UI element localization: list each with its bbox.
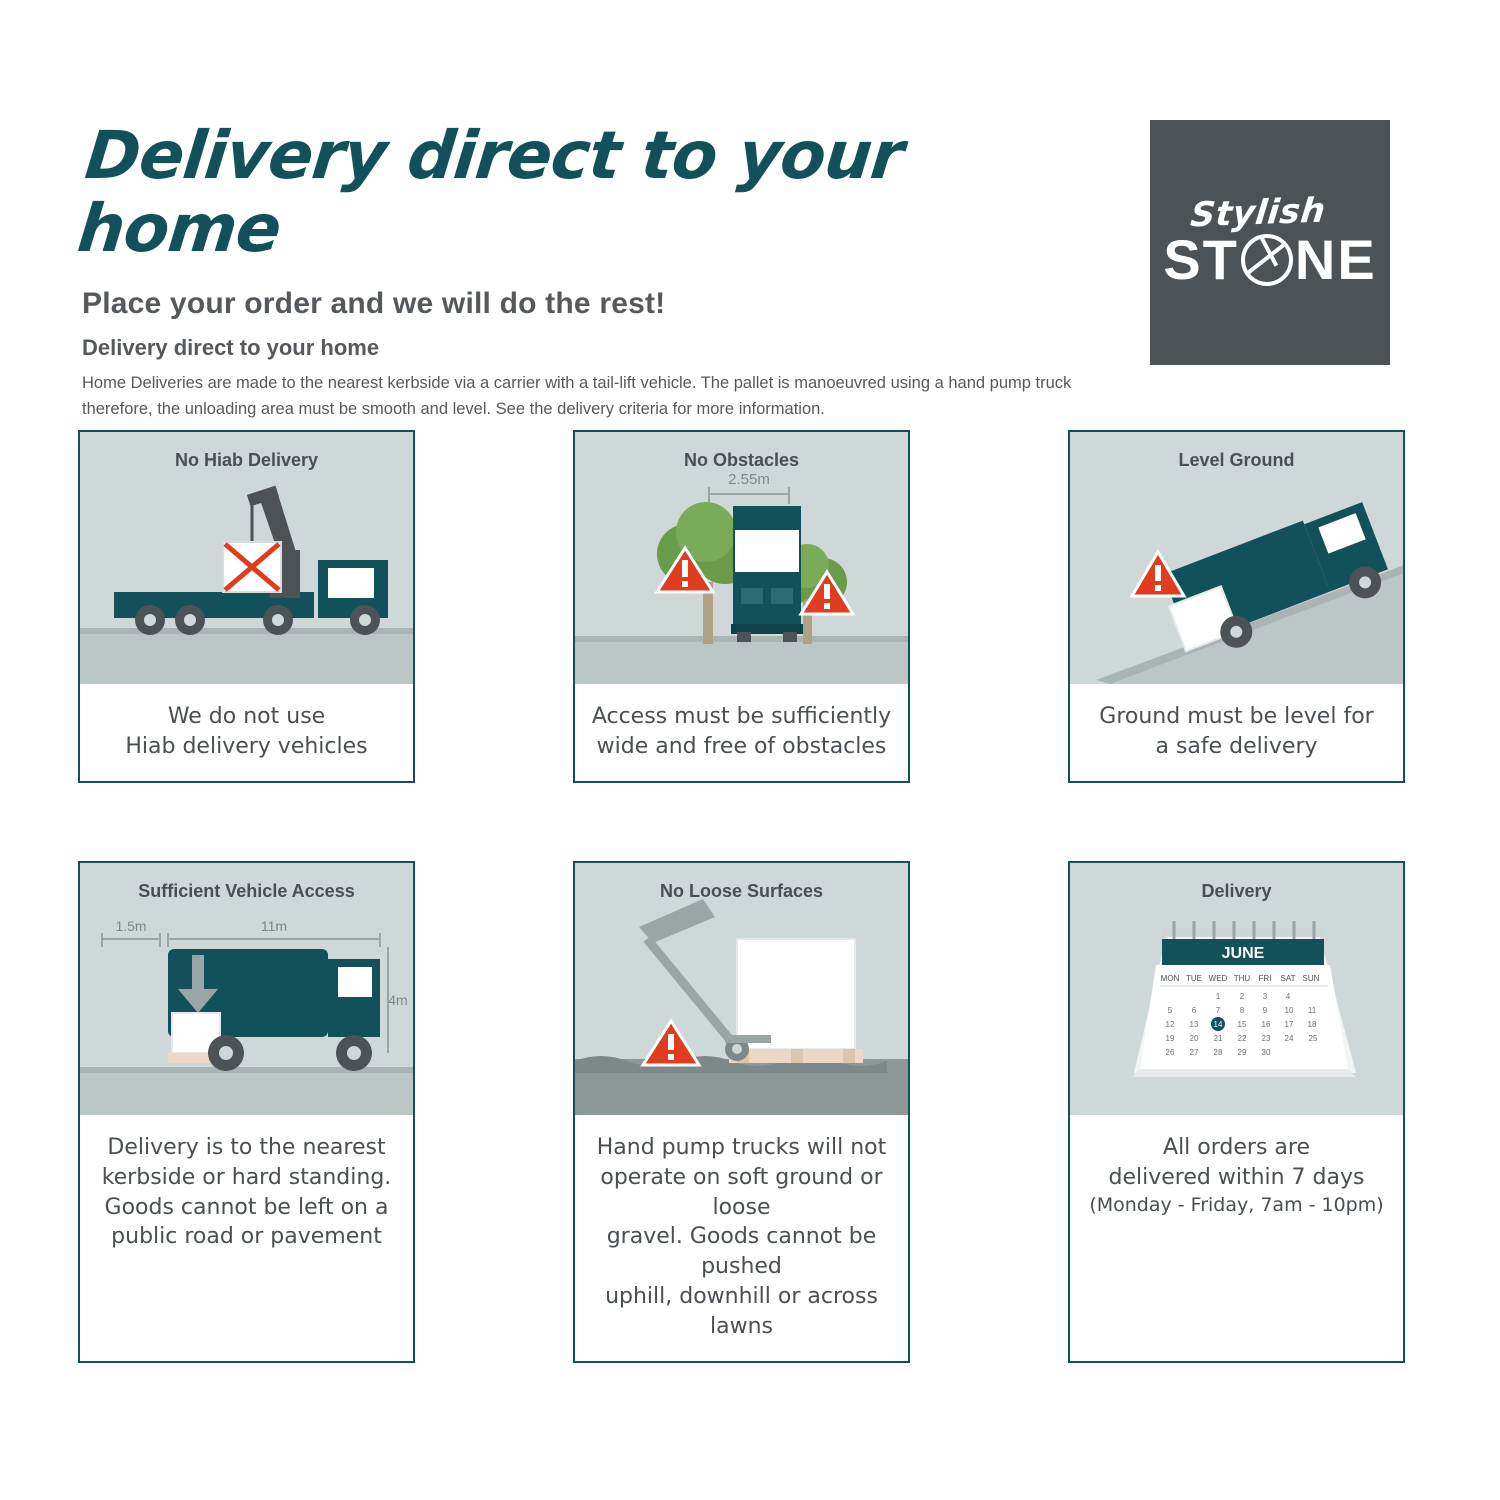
svg-text:29: 29 — [1237, 1048, 1247, 1058]
svg-text:8: 8 — [1239, 1006, 1245, 1016]
card-heading: No Obstacles — [683, 450, 800, 470]
caption-line-4: uphill, downhill or across lawns — [605, 1283, 878, 1339]
caption-line-3: gravel. Goods cannot be pushed — [606, 1224, 877, 1280]
caption-line-1: Ground must be level for — [1099, 704, 1374, 729]
svg-text:18: 18 — [1307, 1020, 1317, 1030]
dimension-label: 2.55m — [728, 471, 770, 488]
calendar-highlighted-day: 14 — [1213, 1020, 1223, 1030]
svg-text:17: 17 — [1284, 1020, 1294, 1030]
logo-word-part1: ST — [1163, 228, 1239, 291]
caption-line-1: Hand pump trucks will not — [596, 1135, 887, 1161]
dimension-label-length: 11m — [260, 918, 288, 935]
card-heading: Level Ground — [1178, 450, 1295, 470]
card-delivery-timeframe — [1068, 861, 1405, 1363]
svg-text:3: 3 — [1262, 992, 1268, 1002]
card-illustration — [80, 432, 413, 684]
svg-text:28: 28 — [1213, 1048, 1223, 1058]
svg-text:5: 5 — [1167, 1006, 1173, 1016]
card-caption — [575, 684, 908, 781]
svg-text:7: 7 — [1215, 1006, 1221, 1016]
card-illustration — [575, 863, 908, 1115]
caption-line-1: We do not use — [167, 704, 326, 729]
caption-line-3: Goods cannot be left on a — [104, 1194, 389, 1220]
svg-text:FRI: FRI — [1258, 974, 1272, 984]
caption-line-1: Delivery is to the nearest — [107, 1135, 386, 1161]
card-heading: Sufficient Vehicle Access — [138, 881, 355, 902]
svg-text:21: 21 — [1213, 1034, 1223, 1044]
page-subtitle-primary: Place your order and we will do the rest! — [82, 287, 666, 321]
svg-text:6: 6 — [1191, 1006, 1197, 1016]
caption-line-2: Hiab delivery vehicles — [125, 733, 368, 759]
page-header — [74, 117, 1112, 422]
svg-text:1: 1 — [1215, 992, 1221, 1002]
card-level-ground — [1068, 430, 1405, 783]
caption-line-2: a safe delivery — [1155, 733, 1318, 759]
calendar-month-label: JUNE — [1221, 945, 1265, 963]
card-heading: No Hiab Delivery — [174, 450, 319, 470]
card-heading: No Loose Surfaces — [659, 881, 824, 902]
svg-text:23: 23 — [1261, 1034, 1271, 1044]
card-no-obstacles — [573, 430, 910, 783]
logo-stone-circle-icon — [1241, 234, 1293, 286]
logo-script-word: Stylish — [1188, 190, 1328, 236]
caption-line-1: Access must be sufficiently — [591, 704, 892, 729]
svg-text:SAT: SAT — [1280, 974, 1296, 984]
card-illustration — [1070, 432, 1403, 684]
card-illustration — [1070, 863, 1403, 1115]
svg-text:22: 22 — [1237, 1034, 1247, 1044]
card-caption — [1070, 684, 1403, 781]
svg-text:19: 19 — [1165, 1034, 1175, 1044]
page-title: Delivery direct to your home — [74, 117, 907, 267]
caption-line-2: kerbside or hard standing. — [101, 1165, 392, 1191]
caption-line-2: operate on soft ground or loose — [600, 1165, 883, 1220]
svg-text:WED: WED — [1208, 974, 1228, 984]
card-sufficient-vehicle-access — [78, 861, 415, 1363]
intro-paragraph: Home Deliveries are made to the nearest kerbside via a carrier with a tail-lift vehicle. The pallet is manoeuvred using a hand pump truck therefore, the unloading area must be smooth and level. See the delivery criteria for more information. — [82, 374, 1072, 418]
svg-text:16: 16 — [1261, 1020, 1271, 1030]
logo-word-part2: NE — [1294, 228, 1377, 291]
caption-line-3: (Monday - Friday, 7am - 10pm) — [1089, 1193, 1384, 1216]
card-caption — [1070, 1115, 1403, 1361]
card-illustration — [80, 863, 413, 1115]
svg-text:9: 9 — [1262, 1006, 1268, 1016]
svg-text:27: 27 — [1189, 1048, 1199, 1058]
logo-main-word — [1163, 227, 1376, 292]
card-no-hiab-delivery — [78, 430, 415, 783]
page-subtitle-secondary: Delivery direct to your home — [82, 335, 380, 361]
svg-text:THU: THU — [1233, 974, 1251, 984]
caption-line-2: wide and free of obstacles — [596, 733, 887, 759]
dimension-label-height: 4m — [388, 992, 408, 1009]
svg-text:2: 2 — [1239, 992, 1245, 1002]
svg-text:SUN: SUN — [1302, 974, 1320, 984]
svg-text:MON: MON — [1160, 974, 1180, 984]
svg-text:11: 11 — [1307, 1006, 1317, 1016]
delivery-criteria-grid — [78, 430, 1408, 1363]
dimension-label-width: 1.5m — [115, 918, 147, 935]
caption-line-2: delivered within 7 days — [1108, 1165, 1365, 1191]
svg-text:30: 30 — [1261, 1048, 1271, 1058]
card-caption — [575, 1115, 908, 1361]
svg-text:26: 26 — [1165, 1048, 1175, 1058]
svg-text:15: 15 — [1237, 1020, 1247, 1030]
svg-text:24: 24 — [1284, 1034, 1294, 1044]
svg-text:13: 13 — [1189, 1020, 1199, 1030]
card-caption — [80, 684, 413, 781]
svg-text:25: 25 — [1308, 1034, 1318, 1044]
svg-text:20: 20 — [1189, 1034, 1199, 1044]
svg-text:12: 12 — [1165, 1020, 1175, 1030]
card-heading: Delivery — [1201, 881, 1272, 902]
brand-logo — [1150, 120, 1390, 365]
svg-text:TUE: TUE — [1186, 974, 1202, 984]
caption-line-4: public road or pavement — [111, 1224, 382, 1250]
caption-line-1: All orders are — [1163, 1135, 1310, 1161]
warning-triangle-icon — [643, 1021, 699, 1065]
svg-text:4: 4 — [1285, 992, 1291, 1002]
svg-text:10: 10 — [1284, 1006, 1294, 1016]
card-illustration — [575, 432, 908, 684]
card-no-loose-surfaces — [573, 861, 910, 1363]
card-caption — [80, 1115, 413, 1361]
